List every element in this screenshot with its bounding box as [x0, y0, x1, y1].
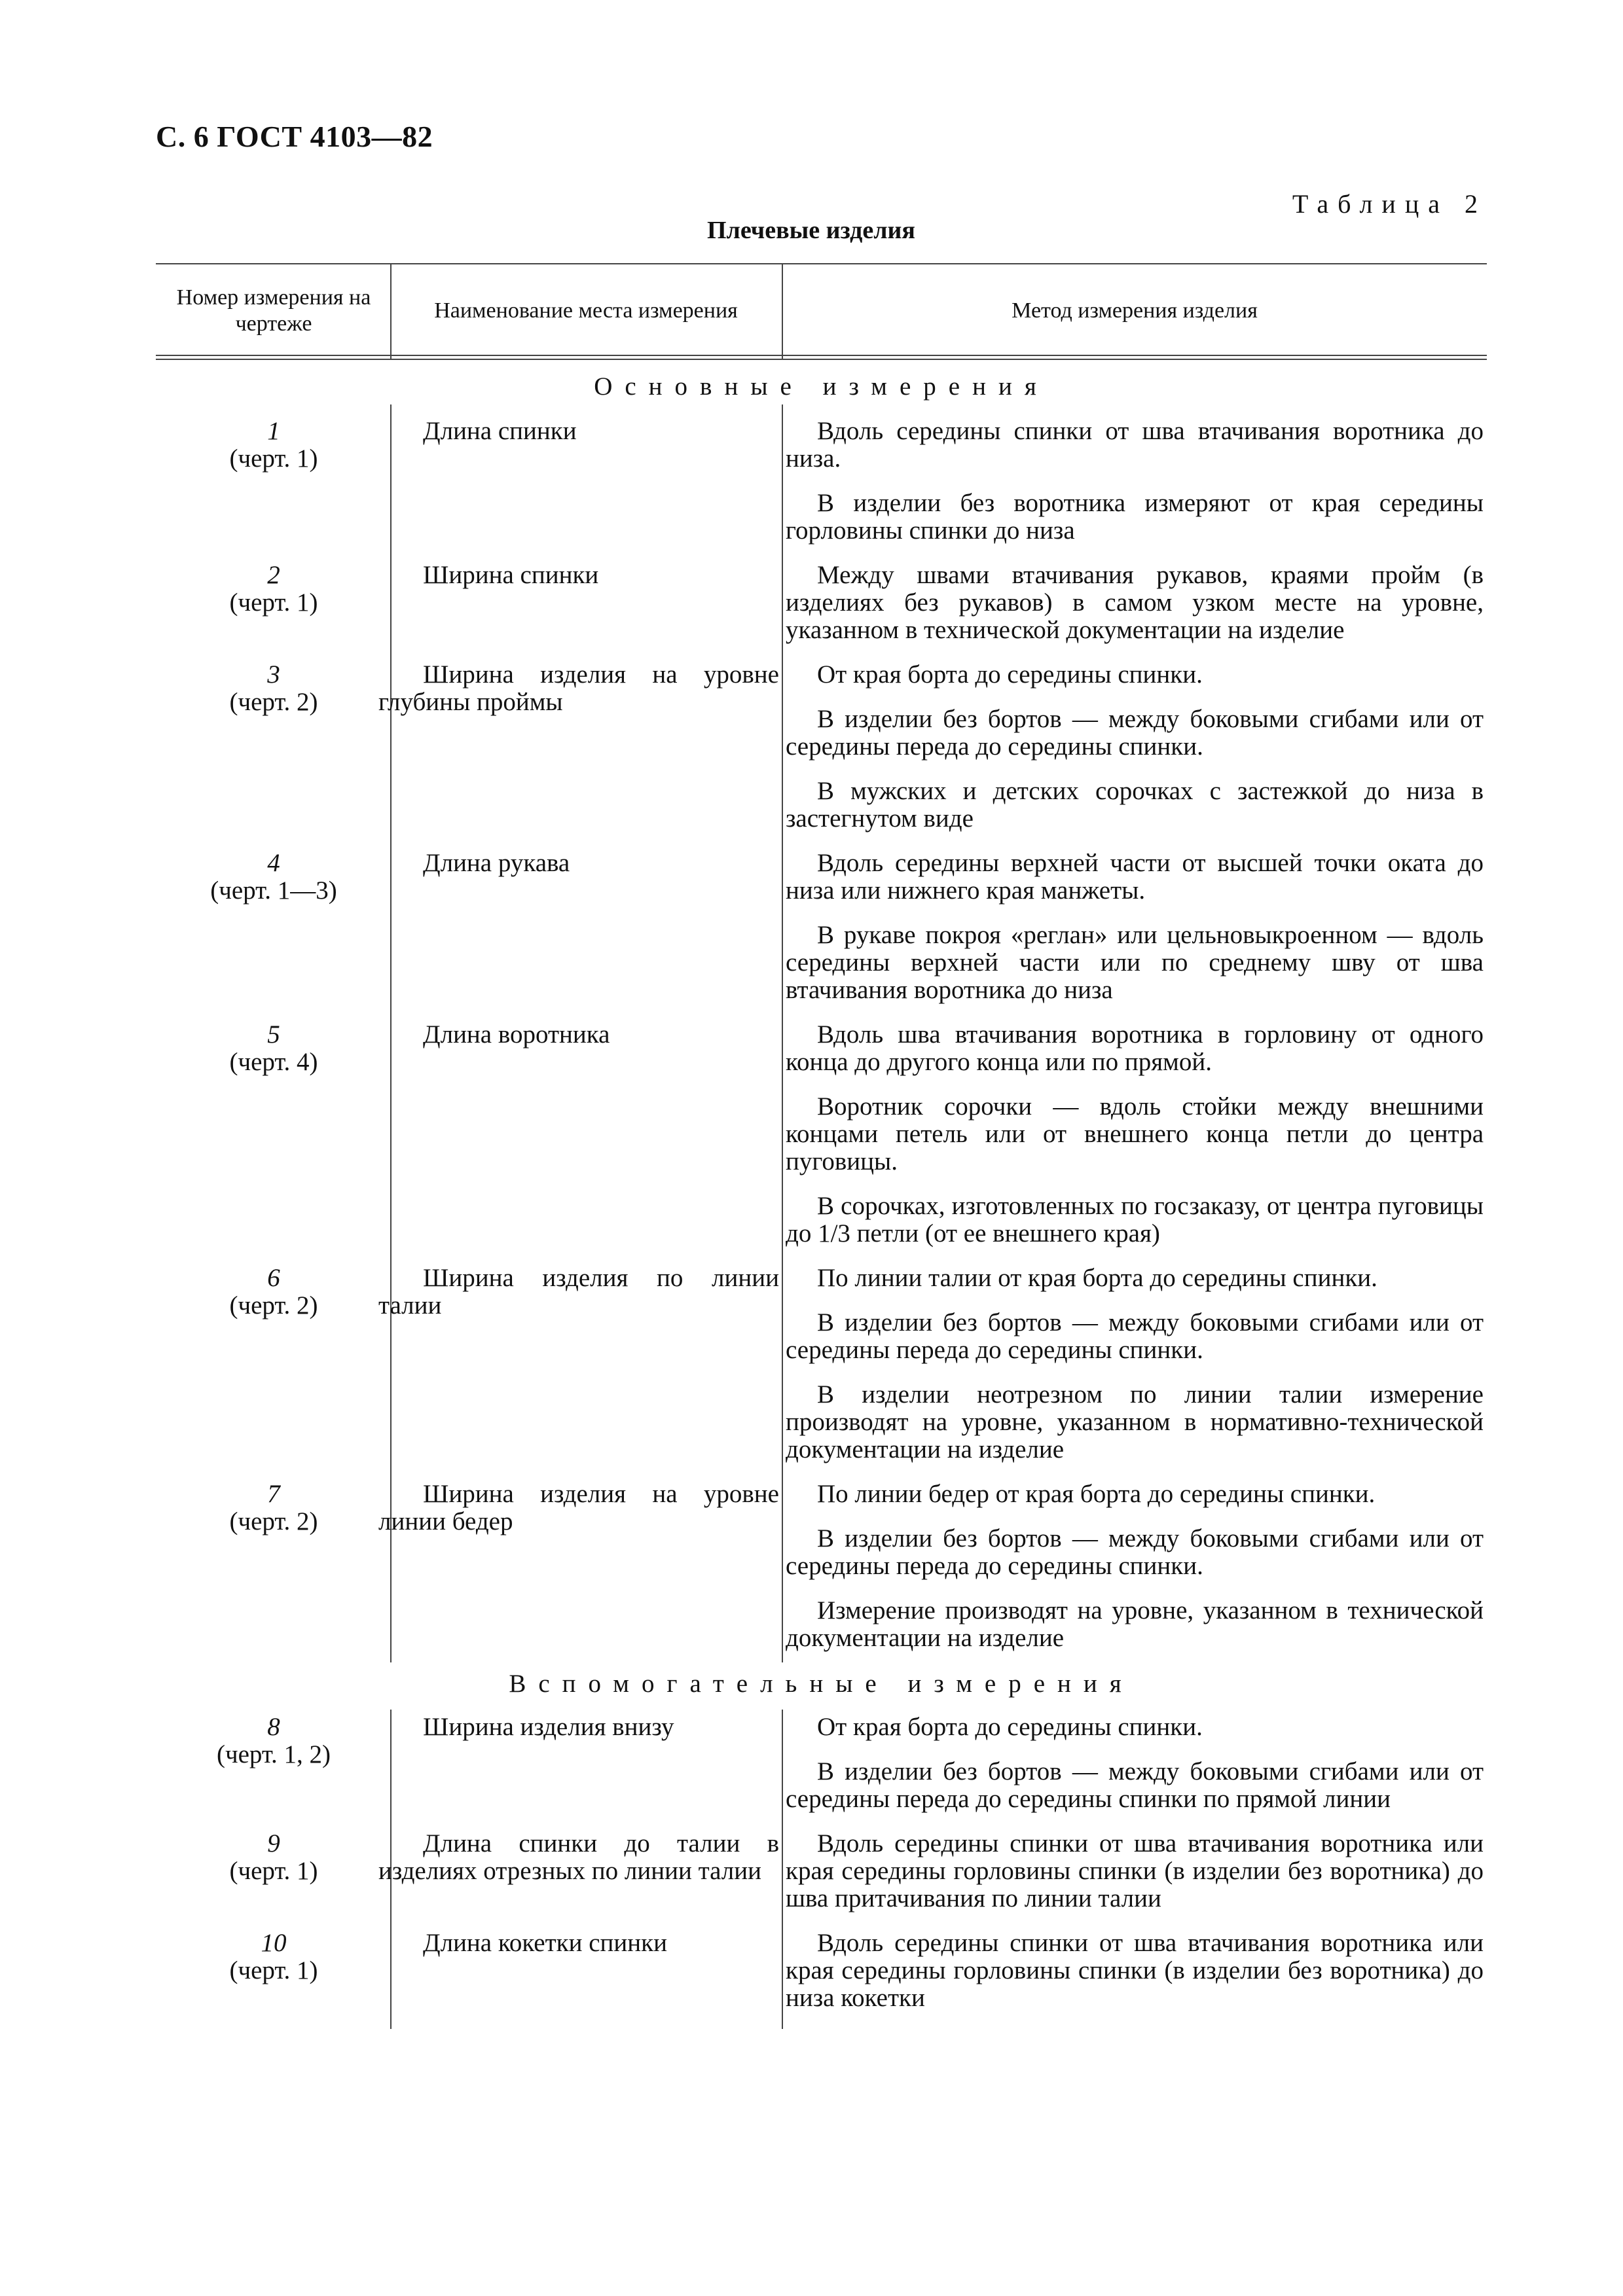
row-2-method-1: Между швами втачивания рукавов, краями пройм (в изделиях без рукавов) в самом узком месте на уровне, указанном в технической документации на изделие: [786, 561, 1484, 644]
column-header-name: Наименование места измерения: [434, 298, 738, 323]
row-num: 7: [267, 1480, 280, 1508]
row-ref: (черт. 1): [229, 444, 318, 473]
body-divider-2b: [782, 1710, 783, 2029]
row-1-name: Длина спинки: [423, 417, 577, 445]
row-9-number: [156, 1830, 392, 1885]
row-ref: (черт. 1—3): [210, 876, 337, 905]
row-ref: (черт. 4): [229, 1048, 318, 1076]
column-header-method: Метод измерения изделия: [1012, 298, 1258, 323]
row-num: 5: [267, 1020, 280, 1049]
row-10-number: [156, 1929, 392, 1984]
row-2-name: Ширина спинки: [423, 561, 599, 589]
row-5-method-1: Вдоль шва втачивания воротника в горловину от одного конца до другого конца или по прямой.: [786, 1020, 1484, 1076]
table-header-rule: [156, 355, 1487, 356]
row-4-name: Длина рукава: [423, 849, 570, 877]
header-divider-1: [390, 263, 392, 359]
header-divider-2: [782, 263, 783, 359]
row-8-number: [156, 1713, 392, 1768]
row-4-method-2: В рукаве покроя «реглан» или цельновыкроенном — вдоль середины верхней части или по среднему шву от шва втачивания воротника до низа: [786, 921, 1484, 1004]
body-divider-2a: [782, 404, 783, 1662]
row-4-method-1: Вдоль середины верхней части от высшей точки оката до низа или нижнего края манжеты.: [786, 849, 1484, 905]
row-num: 1: [267, 417, 280, 445]
row-1-number: [156, 418, 392, 473]
row-5-method-3: В сорочках, изготовленных по госзаказу, от центра пуговицы до 1/3 петли (от ее внешнего края): [786, 1192, 1484, 1247]
row-ref: (черт. 2): [229, 688, 318, 716]
row-3-name: Ширина изделия на уровне глубины проймы: [378, 660, 779, 716]
row-3-number: [156, 661, 392, 716]
row-7-method-1: По линии бедер от края борта до середины спинки.: [817, 1480, 1376, 1508]
column-header-number: Номер измерения на чертеже: [176, 285, 371, 336]
row-6-method-3: В изделии неотрезном по линии талии измерение производят на уровне, указанном в нормативно-технической документации на изделие: [786, 1380, 1484, 1463]
row-num: 6: [267, 1264, 280, 1292]
row-ref: (черт. 2): [229, 1507, 318, 1535]
row-7-name: Ширина изделия на уровне линии бедер: [378, 1480, 779, 1535]
row-num: 8: [267, 1713, 280, 1741]
table-header-rule-2: [156, 359, 1487, 360]
row-7-number: [156, 1480, 392, 1535]
row-10-name: Длина кокетки спинки: [423, 1929, 667, 1957]
row-num: 3: [267, 660, 280, 689]
row-ref: (черт. 1): [229, 588, 318, 617]
row-3-method-2: В изделии без бортов — между боковыми сгибами или от середины переда до середины спинки.: [786, 705, 1484, 761]
row-5-method-2: Воротник сорочки — вдоль стойки между внешними концами петель или от внешнего конца петли до центра пуговицы.: [786, 1092, 1484, 1175]
row-8-method-2: В изделии без бортов — между боковыми сгибами или от середины переда до середины спинки по прямой линии: [786, 1757, 1484, 1813]
row-2-number: [156, 562, 392, 617]
row-6-number: [156, 1265, 392, 1319]
row-6-method-2: В изделии без бортов — между боковыми сгибами или от середины переда до середины спинки.: [786, 1308, 1484, 1364]
row-6-name: Ширина изделия по линии талии: [378, 1264, 779, 1319]
table-label: Таблица 2: [1292, 189, 1487, 219]
table-title: Плечевые изделия: [707, 217, 915, 244]
row-4-number: [156, 850, 392, 905]
row-3-method-1: От края борта до середины спинки.: [817, 660, 1203, 689]
row-3-method-3: В мужских и детских сорочках с застежкой до низа в застегнутом виде: [786, 777, 1484, 833]
row-8-name: Ширина изделия внизу: [423, 1713, 674, 1741]
page-header: С. 6 ГОСТ 4103—82: [156, 120, 433, 153]
row-1-method-2: В изделии без воротника измеряют от края середины горловины спинки до низа: [786, 489, 1484, 545]
row-5-number: [156, 1021, 392, 1076]
row-ref: (черт. 2): [229, 1291, 318, 1319]
row-1-method-1: Вдоль середины спинки от шва втачивания воротника до низа.: [786, 417, 1484, 473]
row-9-method-1: Вдоль середины спинки от шва втачивания воротника или края середины горловины спинки (в изделии без воротника) до шва притачивания по линии талии: [786, 1829, 1484, 1912]
row-num: 10: [261, 1929, 287, 1957]
row-num: 2: [267, 561, 280, 589]
table-top-rule: [156, 263, 1487, 264]
row-ref: (черт. 1): [229, 1956, 318, 1984]
row-ref: (черт. 1, 2): [217, 1740, 331, 1768]
row-7-method-2: В изделии без бортов — между боковыми сгибами или от середины переда до середины спинки.: [786, 1524, 1484, 1580]
row-9-name: Длина спинки до талии в изделиях отрезных по линии талии: [378, 1829, 779, 1885]
row-7-method-3: Измерение производят на уровне, указанном в технической документации на изделие: [786, 1596, 1484, 1652]
section-title-auxiliary: Вспомогательные измерения: [509, 1670, 1134, 1698]
row-num: 4: [267, 849, 280, 877]
row-ref: (черт. 1): [229, 1857, 318, 1885]
row-6-method-1: По линии талии от края борта до середины спинки.: [817, 1264, 1377, 1292]
row-8-method-1: От края борта до середины спинки.: [817, 1713, 1203, 1741]
row-5-name: Длина воротника: [423, 1020, 610, 1049]
row-num: 9: [267, 1829, 280, 1857]
section-title-main: Основные измерения: [594, 372, 1049, 401]
row-10-method-1: Вдоль середины спинки от шва втачивания воротника или края середины горловины спинки (в изделии без воротника) до низа кокетки: [786, 1929, 1484, 2012]
